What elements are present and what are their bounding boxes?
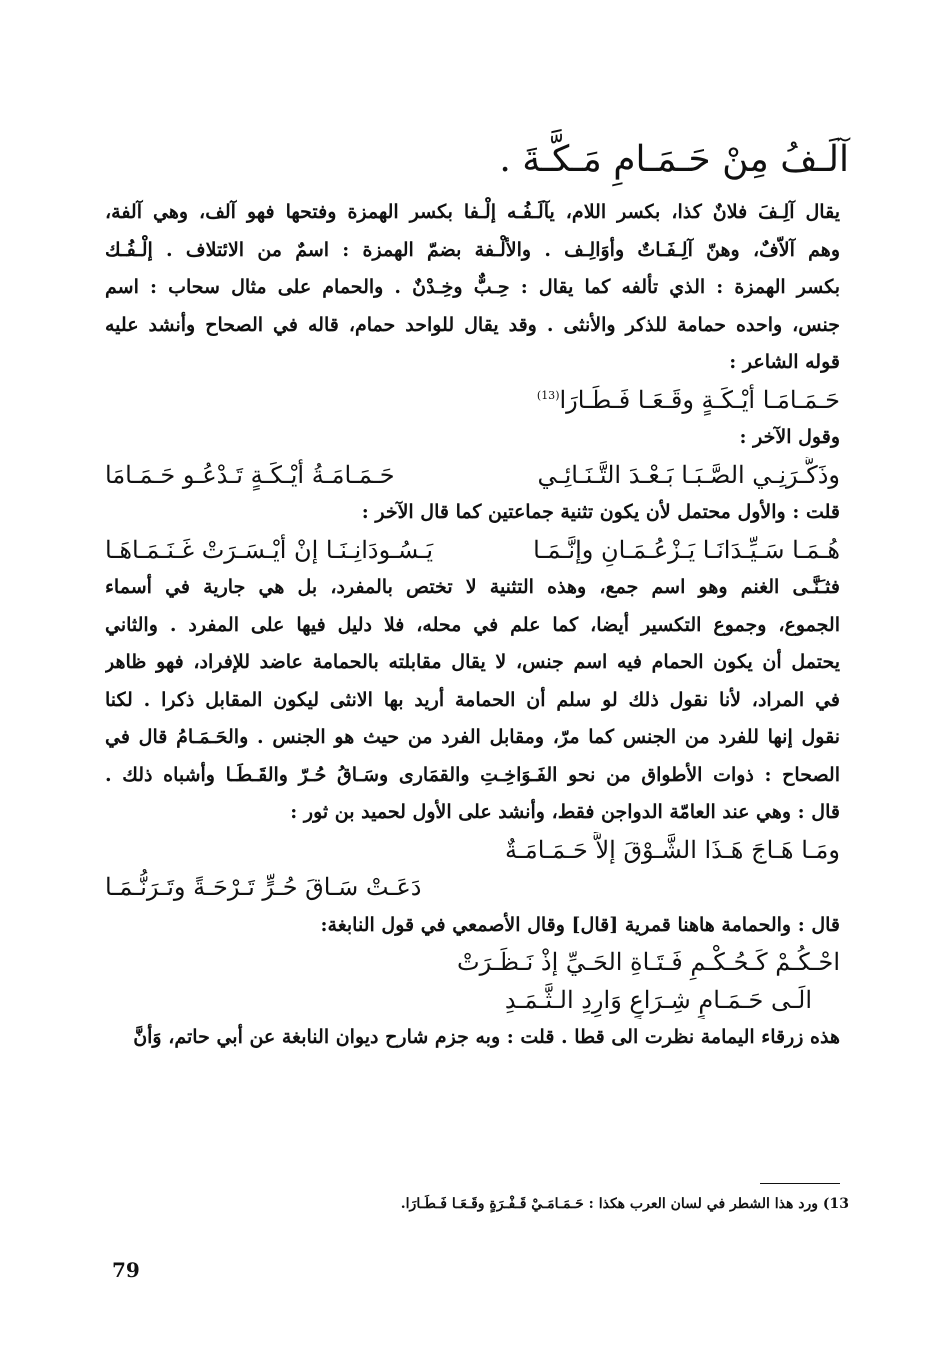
text-line: قلت : والأول محتمل لأن يكون تثنية جماعتين كما قال الآخر : <box>361 501 840 523</box>
text-line: يقال آلِـفَ فلانٌ كذا، بكسر اللام، يآلَـفُـه إلْـفا بكسر الهمزة وفتحها فهو آلف، وهي آلفة، <box>105 201 840 223</box>
hemistich-text: ومَـا هَـاجَ هَـذَا الشَّـوْقَ إلاَّ حَـمَـامَـةٌ <box>504 835 840 864</box>
text-line: بكسر الهمزة : الذي تألفه كما يقال : حِـبٌّ وخِـدْنٌ . والحمام على مثال سحاب : اسم <box>105 276 840 298</box>
poem-hemistich <box>105 382 840 420</box>
footnote-rule <box>760 1183 840 1184</box>
text-line: الصحاح : ذوات الأطواق من نحو الفَـوَاخِـتِ والقمَارى وسَـاقُ حُـرّ والقَـطَـا وأشباه ذلك . <box>105 763 840 786</box>
text-line: فثـَنَّـى الغنم وهو اسم جمع، وهذه التثنية لا تختص بالمفرد، بل هي جارية في أسماء <box>105 576 840 598</box>
text-line: قال : وهي عند العامّة الدواجن فقط، وأنشد على الأول لحميد بن ثور : <box>290 801 840 823</box>
text-line: في المراد، لأنا نقول ذلك لو سلم أن الحمامة أريد بها الانثى ليكون المقابل ذكرا . لكنا <box>105 688 840 711</box>
hemistich-text: حَـمَـامَـا أيْـكَـةٍ وقَـعَـا فَـطَـارَا <box>559 385 840 414</box>
hemistich-text: الَـى حَـمَـامٍ شِـرَاعٍ وَارِدِ الـثَّـمَـدِ <box>504 985 812 1014</box>
text-line: قال : والحمامة هاهنا قمرية [قال] وقال الأصمعي في قول النابغة: <box>320 913 840 936</box>
text-line: يحتمل أن يكون الحمام فيه اسم جنس، لا يقال مقابلته بالحمامة عاضد للإفراد، فهو ظاهر <box>105 651 840 673</box>
poem-hemistich <box>105 944 840 982</box>
hemistich-text: دَعَـتْ سَـاقَ حُـرٍّ تَـرْحَـةً وتَـرَنُّـمَـا <box>105 873 422 901</box>
hemistich-text: احْـكُـمْ كَـحُـكْـمِ فَـتَـاةِ الحَـيِّ إذْ نَـظَـرَتْ <box>457 948 840 976</box>
verse-second-hemistich: يَـسُـودَانِـنَـا إنْ أيْـسَـرَتْ غَـنَـمَـاهَـا <box>105 535 434 564</box>
text-line: الجموع، وجموع التكسير أيضا، كما علم في محله، فلا دليل فيها على المفرد . والثاني <box>105 613 840 636</box>
text-line: وقول الآخر : <box>739 426 840 448</box>
poem-verse <box>105 532 840 570</box>
page-heading: آلَـفُ مِنْ حَـمَـامِ مَـكَّـةَ . <box>499 139 849 180</box>
text-line: نقول إنها للفرد من الجنس كما مرّ، ومقابل الفرد من حيث هو الجنس . والحَـمَـامُ قال في <box>105 726 840 748</box>
footnote: 13) ورد هذا الشطر في لسان العرب هكذا : حَـمَـامَـيْ قَـفْـرَةٍ وقَـعَـا فَـطَـارَا. <box>400 1196 849 1212</box>
main-text <box>105 194 840 1057</box>
text-line: قوله الشاعر : <box>729 351 840 373</box>
page-number: 79 <box>112 1258 140 1282</box>
text-line: وهم آلاّفٌ، وهنّ آلِـفَـاتٌ وأوَالِـف . والألْـفة بضمّ الهمزة : اسمٌ من الائتلاف . إلْـفُـك <box>105 238 840 261</box>
verse-first-hemistich: هُـمَـا سَـيِّـدَانَـا يَـزْعُـمَـانِ وإنَّـمَـا <box>533 535 840 564</box>
poem-verse <box>105 457 840 495</box>
footnote-marker: (13) <box>536 388 560 402</box>
poem-hemistich <box>105 832 840 870</box>
verse-second-hemistich: حَـمَـامَـةُ أيْـكَـةٍ تَـدْعُـو حَـمَـامَا <box>105 460 395 489</box>
poem-hemistich <box>105 869 840 907</box>
text-line: هذه زرقاء اليمامة نظرت الى قطا . قلت : وبه جزم شارح ديوان النابغة عن أبي حاتم، وَأنَّ <box>133 1026 840 1048</box>
poem-hemistich <box>105 982 840 1020</box>
verse-first-hemistich: وذَكَّـرَنِـي الصَّـبَـا بَـعْـدَ التَّـنَـائِـي <box>537 460 840 489</box>
text-line: جنس، واحده حمامة للذكر والأنثى . وقد يقال للواحد حمام، قاله في الصحاح وأنشد عليه <box>105 313 840 336</box>
